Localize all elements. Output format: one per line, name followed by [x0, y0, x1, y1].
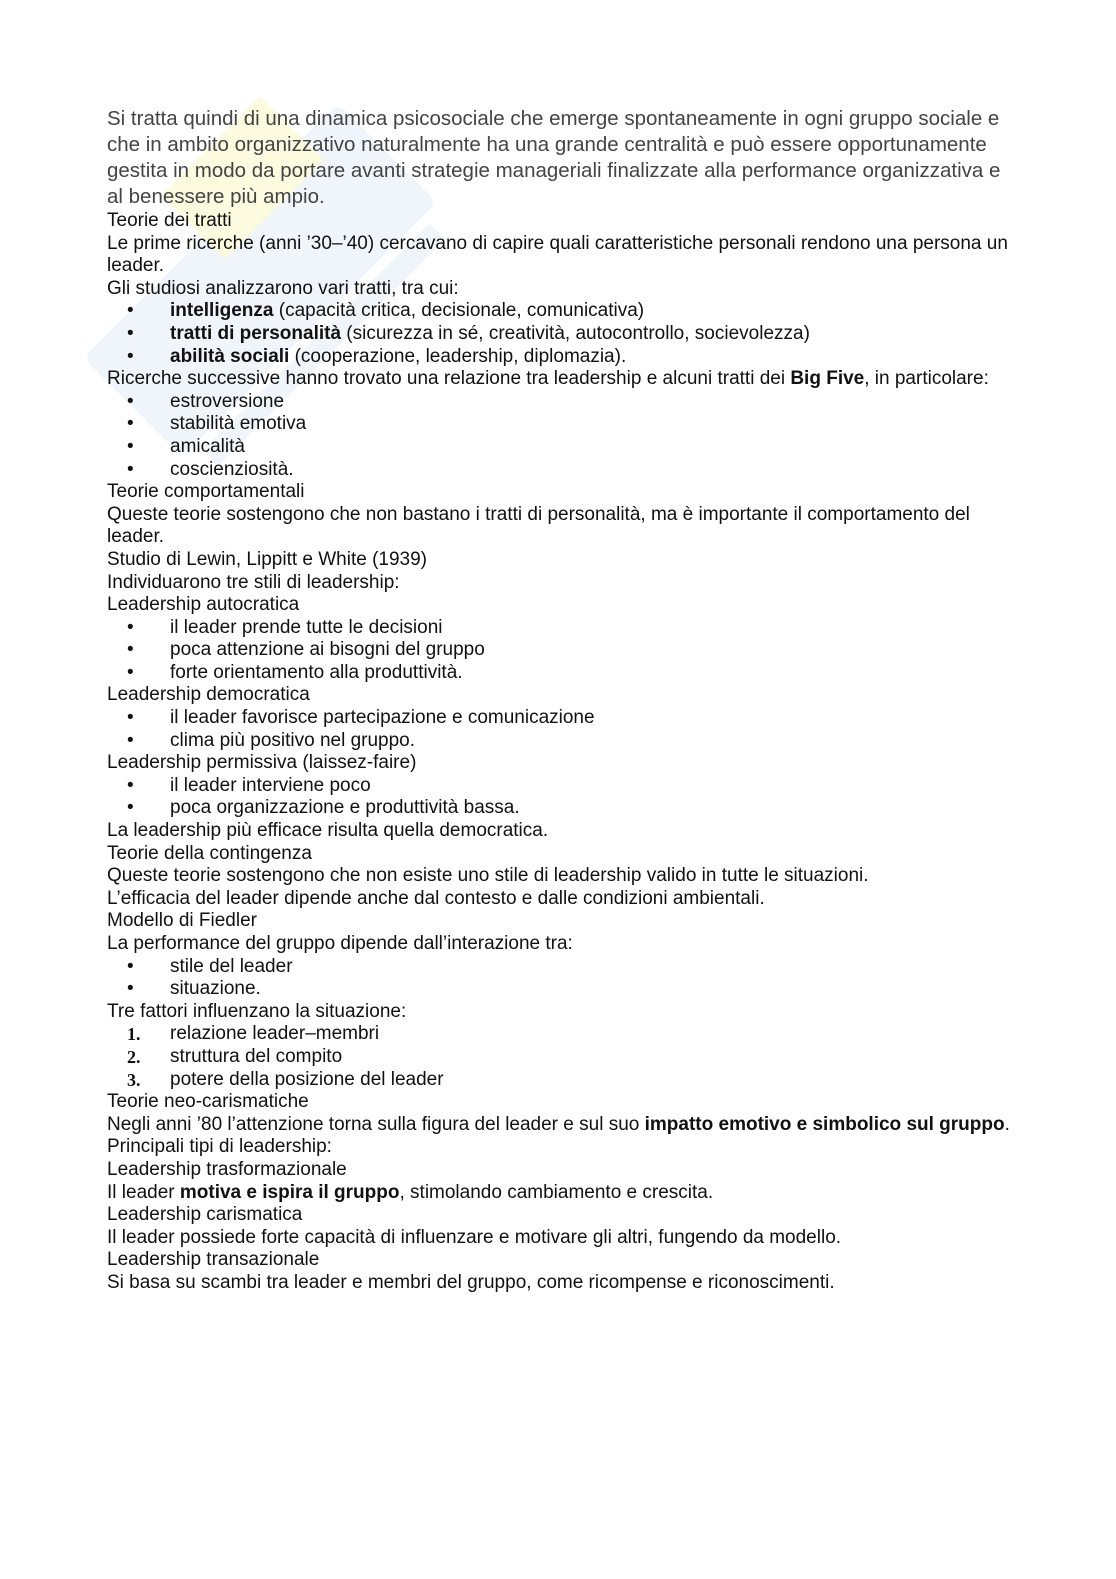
transformational-text: Il leader motiva e ispira il gruppo, stimolando cambiamento e crescita.	[107, 1181, 714, 1203]
behavior-conclusion: La leadership più efficace risulta quella democratica.	[107, 820, 549, 842]
autocratic-title: Leadership autocratica	[107, 594, 300, 616]
charismatic-title: Leadership carismatica	[107, 1204, 303, 1226]
list-item: • poca organizzazione e produttività bassa.	[107, 797, 1017, 820]
list-item: • poca attenzione ai bisogni del gruppo	[107, 639, 1017, 662]
list-item: • il leader interviene poco	[107, 775, 1017, 798]
types-intro: Principali tipi di leadership:	[107, 1136, 332, 1158]
list-item: • coscienziosità.	[107, 459, 1017, 482]
traits-list-intro: Gli studiosi analizzarono vari tratti, tra cui:	[107, 277, 459, 299]
list-item: • clima più positivo nel gruppo.	[107, 730, 1017, 753]
list-item: • tratti di personalità (sicurezza in sé, creatività, autocontrollo, socievolezza)	[107, 323, 1017, 346]
contingency-text-1: Queste teorie sostengono che non esiste uno stile di leadership valido in tutte le situazioni.	[107, 865, 869, 887]
section-heading-traits: Teorie dei tratti	[107, 210, 232, 231]
traits-text: Le prime ricerche (anni ’30–’40) cercavano di capire quali caratteristiche personali rendono una persona un leader.	[107, 232, 1008, 277]
bigfive-paragraph: Ricerche successive hanno trovato una relazione tra leadership e alcuni tratti dei Big Five, in particolare:	[107, 368, 989, 390]
permissive-title: Leadership permissiva (laissez-faire)	[107, 752, 417, 774]
list-item: • amicalità	[107, 436, 1017, 459]
fiedler-title: Modello di Fiedler	[107, 910, 257, 932]
study-title: Studio di Lewin, Lippitt e White (1939)	[107, 548, 428, 570]
document-body	[107, 106, 1017, 1295]
factors-intro: Tre fattori influenzano la situazione:	[107, 1000, 407, 1022]
fiedler-list	[107, 956, 1017, 1001]
transactional-title: Leadership transazionale	[107, 1249, 320, 1271]
list-item: 1. relazione leader–membri	[127, 1023, 380, 1045]
fiedler-intro: La performance del gruppo dipende dall’interazione tra:	[107, 933, 573, 954]
bigfive-list	[107, 391, 1017, 481]
list-item: • estroversione	[107, 391, 1017, 414]
list-item: • situazione.	[107, 978, 1017, 1001]
section-heading-behavior: Teorie comportamentali	[107, 481, 305, 503]
behavior-text: Queste teorie sostengono che non bastano i tratti di personalità, ma è importante il comportamento del leader.	[107, 503, 970, 548]
list-item: 3. potere della posizione del leader	[127, 1068, 444, 1090]
democratic-list	[107, 707, 1017, 752]
list-item: • stile del leader	[107, 956, 1017, 979]
factors-list	[107, 1023, 1017, 1091]
contingency-text-2: L’efficacia del leader dipende anche dal contesto e dalle condizioni ambientali.	[107, 887, 765, 909]
list-item: 2. struttura del compito	[127, 1045, 343, 1067]
list-item: • il leader favorisce partecipazione e comunicazione	[107, 707, 1017, 730]
study-intro: Individuarono tre stili di leadership:	[107, 571, 400, 593]
list-item: • abilità sociali (cooperazione, leadership, diplomazia).	[107, 346, 1017, 369]
section-heading-neo: Teorie neo-carismatiche	[107, 1091, 309, 1113]
transactional-text: Si basa su scambi tra leader e membri del gruppo, come ricompense e riconoscimenti.	[107, 1271, 835, 1293]
autocratic-list	[107, 617, 1017, 685]
list-item: • stabilità emotiva	[107, 413, 1017, 436]
list-item: • forte orientamento alla produttività.	[107, 662, 1017, 685]
traits-list	[107, 300, 1017, 368]
permissive-list	[107, 775, 1017, 820]
intro-paragraph: Si tratta quindi di una dinamica psicosociale che emerge spontaneamente in ogni gruppo sociale e che in ambito organizzativo naturalmente ha una grande centralità e può essere opportunamente gestita in modo da portare avanti strategie manageriali finalizzate alla performance organizzativa e al benessere più ampio.	[107, 107, 1001, 208]
neo-text: Negli anni ’80 l’attenzione torna sulla figura del leader e sul suo impatto emotivo e simbolico sul gruppo.	[107, 1113, 1010, 1135]
democratic-title: Leadership democratica	[107, 684, 310, 706]
list-item: • il leader prende tutte le decisioni	[107, 617, 1017, 640]
section-heading-contingency: Teorie della contingenza	[107, 842, 312, 864]
transformational-title: Leadership trasformazionale	[107, 1158, 347, 1180]
charismatic-text: Il leader possiede forte capacità di influenzare e motivare gli altri, fungendo da modello.	[107, 1226, 842, 1248]
list-item: • intelligenza (capacità critica, decisionale, comunicativa)	[107, 300, 1017, 323]
